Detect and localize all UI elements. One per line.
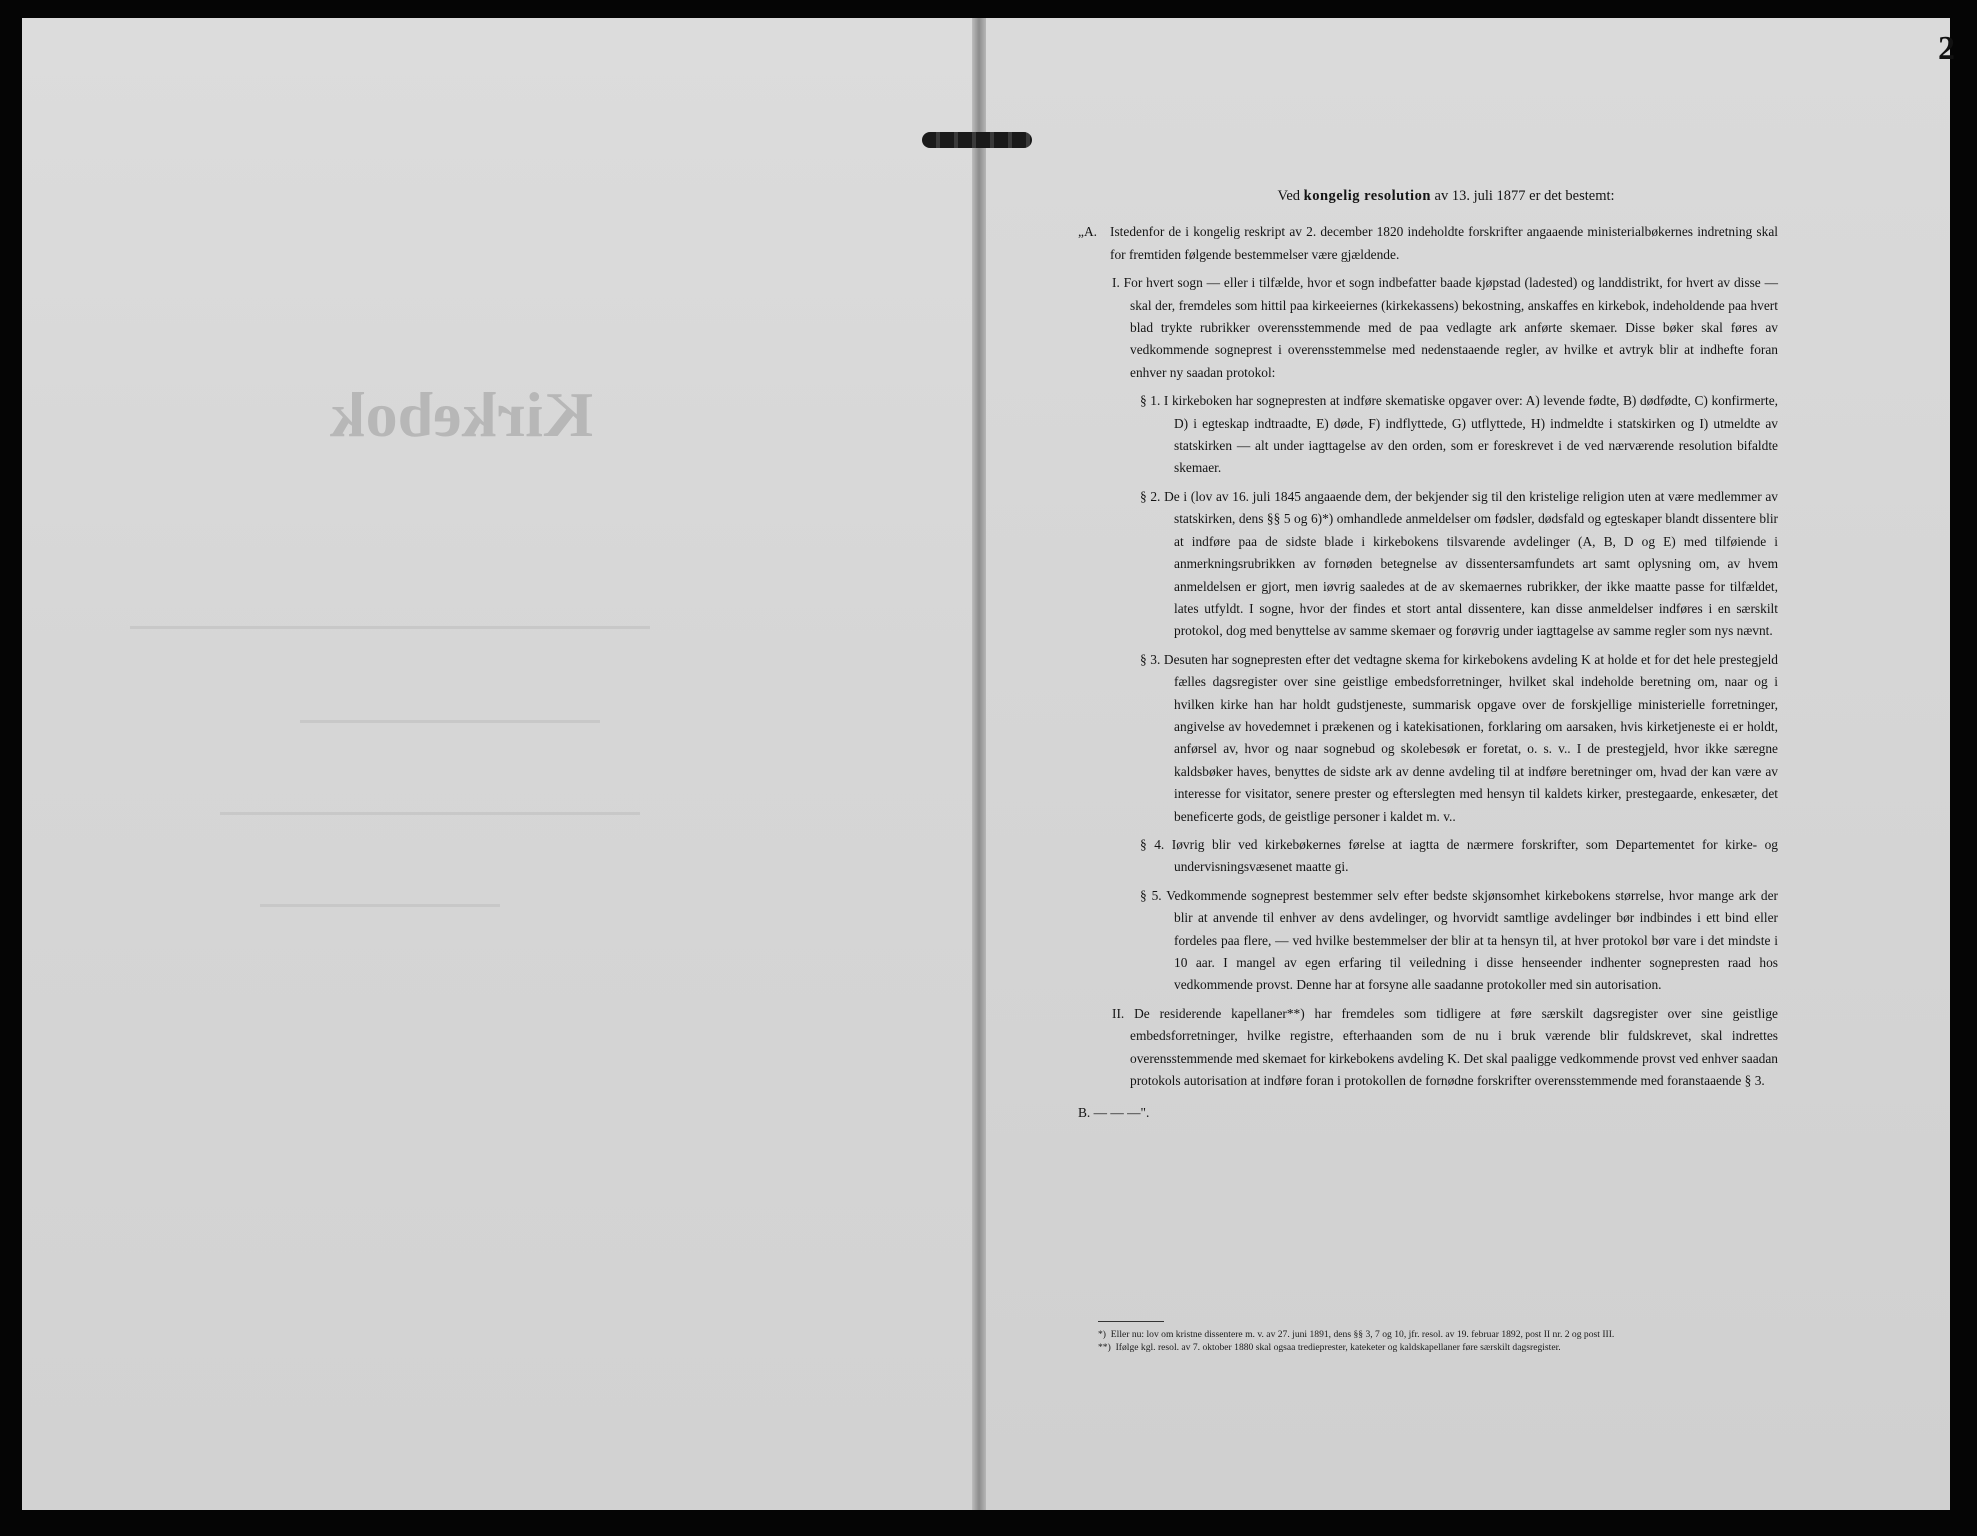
footnote-mark: *) (1098, 1329, 1106, 1340)
footnote-mark: **) (1098, 1342, 1111, 1353)
paragraph-text: De residerende kapellaner**) har fremdeles som tidligere at føre særskilt dagsregister over sine geistlige embedsforretninger, hvilke registre, efterhaanden som de nu i bruk værende blir fuldskrevet, skal indrettes overensstemmende med skemaet for kirkebokens avdeling K. Det skal paaligge vedkommende provst ved enhver saadan protokols autorisation at indføre foran i protokollen de fornødne forskrifter overensstemmende med foranstaaende § 3. (1130, 1005, 1778, 1089)
paragraph-a (1078, 221, 1778, 266)
section-2 (1078, 486, 1778, 643)
footnote-2 (1098, 1341, 1758, 1354)
paragraph-b (1078, 1102, 1778, 1124)
ghost-line (260, 904, 500, 907)
ghost-line (300, 720, 600, 723)
section-text: De i (lov av 16. juli 1845 angaaende dem, der bekjender sig til den kristelige religion uten at være medlemmer av statskirken, dens §§ 5 og 6)*) omhandlede anmeldelser om fødsler, dødsfald og egteskaper blandt dissentere blir at indføre paa de sidste blade i kirkebokens tilsvarende avdelinger (A, B, D og E) med tilføiende i anmerkningsrubrikken av fornøden betegnelse av dissentersamfundets art samt oplysning om, av hvem anmeldelsen er gjort, men iøvrig saaledes at de av skemaernes rubrikker, der ikke maatte passe for tilfældet, lates utfyldt. I sogne, hvor der findes et stort antal dissentere, kan disse anmeldelser indføres i en særskilt protokol, dog med benyttelse av samme skemaer og forøvrig under iagttagelse av samme regler som nys nævnt. (1164, 488, 1778, 639)
paragraph-text: For hvert sogn — eller i tilfælde, hvor et sogn indbefatter baade kjøpstad (ladested) og landdistrikt, for hvert av disse — skal der, fremdeles som hittil paa kirkeeiernes (kirkekassens) bekostning, anskaffes en kirkebok, indeholdende paa hvert blad trykte rubrikker overensstemmende med de paa vedlagte ark anførte skemaer. Disse bøker skal føres av vedkommende sogneprest i overensstemmelse med nedenstaaende regler, av hvilke et avtryk blir at indhefte foran enhver ny saadan protokol: (1123, 275, 1778, 380)
paragraph-mark: I. (1112, 275, 1120, 291)
section-mark: § 3. (1140, 651, 1161, 667)
paragraph-ii (1078, 1003, 1778, 1093)
left-page (22, 18, 977, 1510)
resolution-text (1078, 185, 1778, 1131)
section-text: Iøvrig blir ved kirkebøkernes førelse at iagtta de nærmere forskrifter, som Departementet for kirke- og undervisningsvæsenet maatte gi. (1171, 836, 1778, 875)
paragraph-mark: „A. (1078, 224, 1097, 240)
footnote-text: Ifølge kgl. resol. av 7. oktober 1880 skal ogsaa tredieprester, kateketer og kaldskapellaner føre særskilt dagsregister. (1115, 1342, 1561, 1353)
heading-bold: kongelig resolution (1303, 188, 1431, 204)
paragraph-text: Istedenfor de i kongelig reskript av 2. december 1820 indeholdte forskrifter angaaende ministerialbøkernes indretning skal for fremtiden følgende bestemmelser være gjældende. (1110, 224, 1778, 262)
section-4 (1078, 834, 1778, 879)
paragraph-text: B. — — —". (1078, 1105, 1150, 1121)
section-text: Desuten har sognepresten efter det vedtagne skema for kirkebokens avdeling K at holde et for det hele prestegjeld fælles dagsregister over sine geistlige embedsforretninger, hvilket skal indeholde beretning om, naar og i hvilken kirke han har holdt gudstjeneste, summarisk opgave over de forskjellige ministerielle forretninger, angivelse av hovedemnet i prækenen og i katekisationen, forklaring om aarsaken, hvis kirketjeneste ei er holdt, anførsel av, hvor og naar sognebud og skolebesøk er foretat, o. s. v.. I de prestegjeld, hvor ikke særegne kaldsbøker haves, benyttes de sidste ark av denne avdeling til at indføre beretninger om, hvad der kan være av interesse for visitator, senere prester og efterslegten med hensyn til kaldets kirker, prestegaarde, enkesæter, det beneficerte gods, de geistlige personer i kaldet m. v.. (1163, 651, 1778, 824)
ink-mark (922, 132, 1032, 148)
ghost-line (130, 626, 650, 629)
heading (1078, 185, 1778, 207)
footnote-rule (1098, 1321, 1164, 1322)
heading-prefix: Ved (1277, 188, 1301, 204)
section-1 (1078, 390, 1778, 480)
ghost-line (220, 812, 640, 815)
paragraph-mark: II. (1112, 1005, 1125, 1021)
section-mark: § 4. (1140, 836, 1165, 852)
page-number: 2 (1938, 30, 1955, 67)
footnote-text: Eller nu: lov om kristne dissentere m. v. av 27. juni 1891, dens §§ 3, 7 og 10, jfr. resol. av 19. februar 1892, post II nr. 2 og post III. (1110, 1329, 1615, 1340)
section-text: Vedkommende sogneprest bestemmer selv efter bedste skjønsomhet kirkebokens størrelse, hvor mange ark der blir at anvende til enhver av dens avdelinger, og hvorvidt samtlige avdelinger bør indbindes i ett bind eller fordeles paa flere, — ved hvilke bestemmelser der blir at ta hensyn til, at hver protokol bør vare i det mindste i 10 aar. I mangel av egen erfaring til veiledning i disse henseender indhenter sognepresten raad hos vedkommende provst. Denne har at forsyne alle saadanne protokoller med sin autorisation. (1166, 887, 1778, 993)
section-3 (1078, 649, 1778, 828)
ghost-title: Kirkebok (330, 379, 594, 450)
section-5 (1078, 885, 1778, 997)
footnotes (1098, 1328, 1758, 1354)
paragraph-i (1078, 272, 1778, 384)
footnote-1 (1098, 1328, 1758, 1341)
section-mark: § 1. (1140, 393, 1161, 409)
heading-suffix: av 13. juli 1877 er det bestemt: (1434, 188, 1615, 204)
section-mark: § 5. (1140, 887, 1162, 903)
book-gutter (972, 18, 986, 1510)
section-text: I kirkeboken har sognepresten at indføre skematiske opgaver over: A) levende fødte, B) dødfødte, C) konfirmerte, D) i egteskap indtraadte, E) døde, F) indflyttede, G) utflyttede, H) indmeldte i statskirken og I) utmeldte av statskirken — alt under iagttagelse av den orden, som er foreskrevet i de ved nærværende resolution bifaldte skemaer. (1163, 393, 1778, 476)
section-mark: § 2. (1140, 488, 1161, 504)
